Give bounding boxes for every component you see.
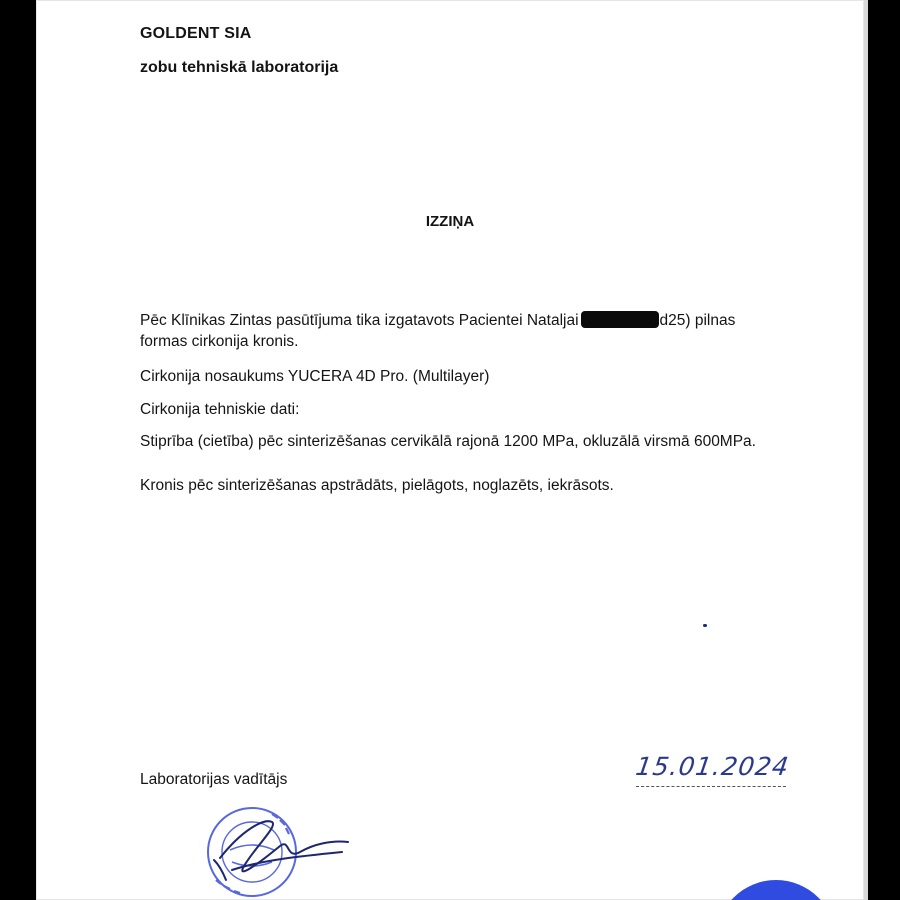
- company-subtitle: zobu tehniskā laboratorija: [140, 59, 339, 76]
- stamp-and-signature: [172, 800, 362, 900]
- ink-dot: [703, 624, 707, 627]
- page-edge: [864, 0, 868, 900]
- order-text-end: d25) pilnas formas cirkonija kronis.: [140, 312, 736, 350]
- body-paragraph-strength: Stiprība (cietība) pēc sinterizēšanas cervikālā rajonā 1200 MPa, okluzālā virsmā 600MPa.: [140, 433, 756, 450]
- lab-head-label: Laboratorijas vadītājs: [140, 771, 288, 788]
- document-title: IZZIŅA: [425, 213, 475, 230]
- body-paragraph-order: [140, 310, 780, 352]
- signature-icon: [214, 821, 348, 880]
- body-paragraph-tech-heading: Cirkonija tehniskie dati:: [140, 401, 300, 418]
- handwritten-date: 15.01.2024: [633, 752, 792, 781]
- blue-stamp-corner: [716, 880, 836, 900]
- date-underline: [636, 786, 786, 787]
- redaction-bar: [581, 311, 659, 328]
- order-text-start: Pēc Klīnikas Zintas pasūtījuma tika izgatavots Pacientei Nataljai: [140, 312, 579, 329]
- body-paragraph-processing: Kronis pēc sinterizēšanas apstrādāts, pielāgots, noglazēts, iekrāsots.: [140, 477, 614, 494]
- body-paragraph-zirconia-name: Cirkonija nosaukums YUCERA 4D Pro. (Multilayer): [140, 368, 490, 385]
- document-page: [36, 0, 864, 900]
- company-name: GOLDENT SIA: [140, 25, 252, 42]
- lab-stamp-icon: [208, 808, 296, 896]
